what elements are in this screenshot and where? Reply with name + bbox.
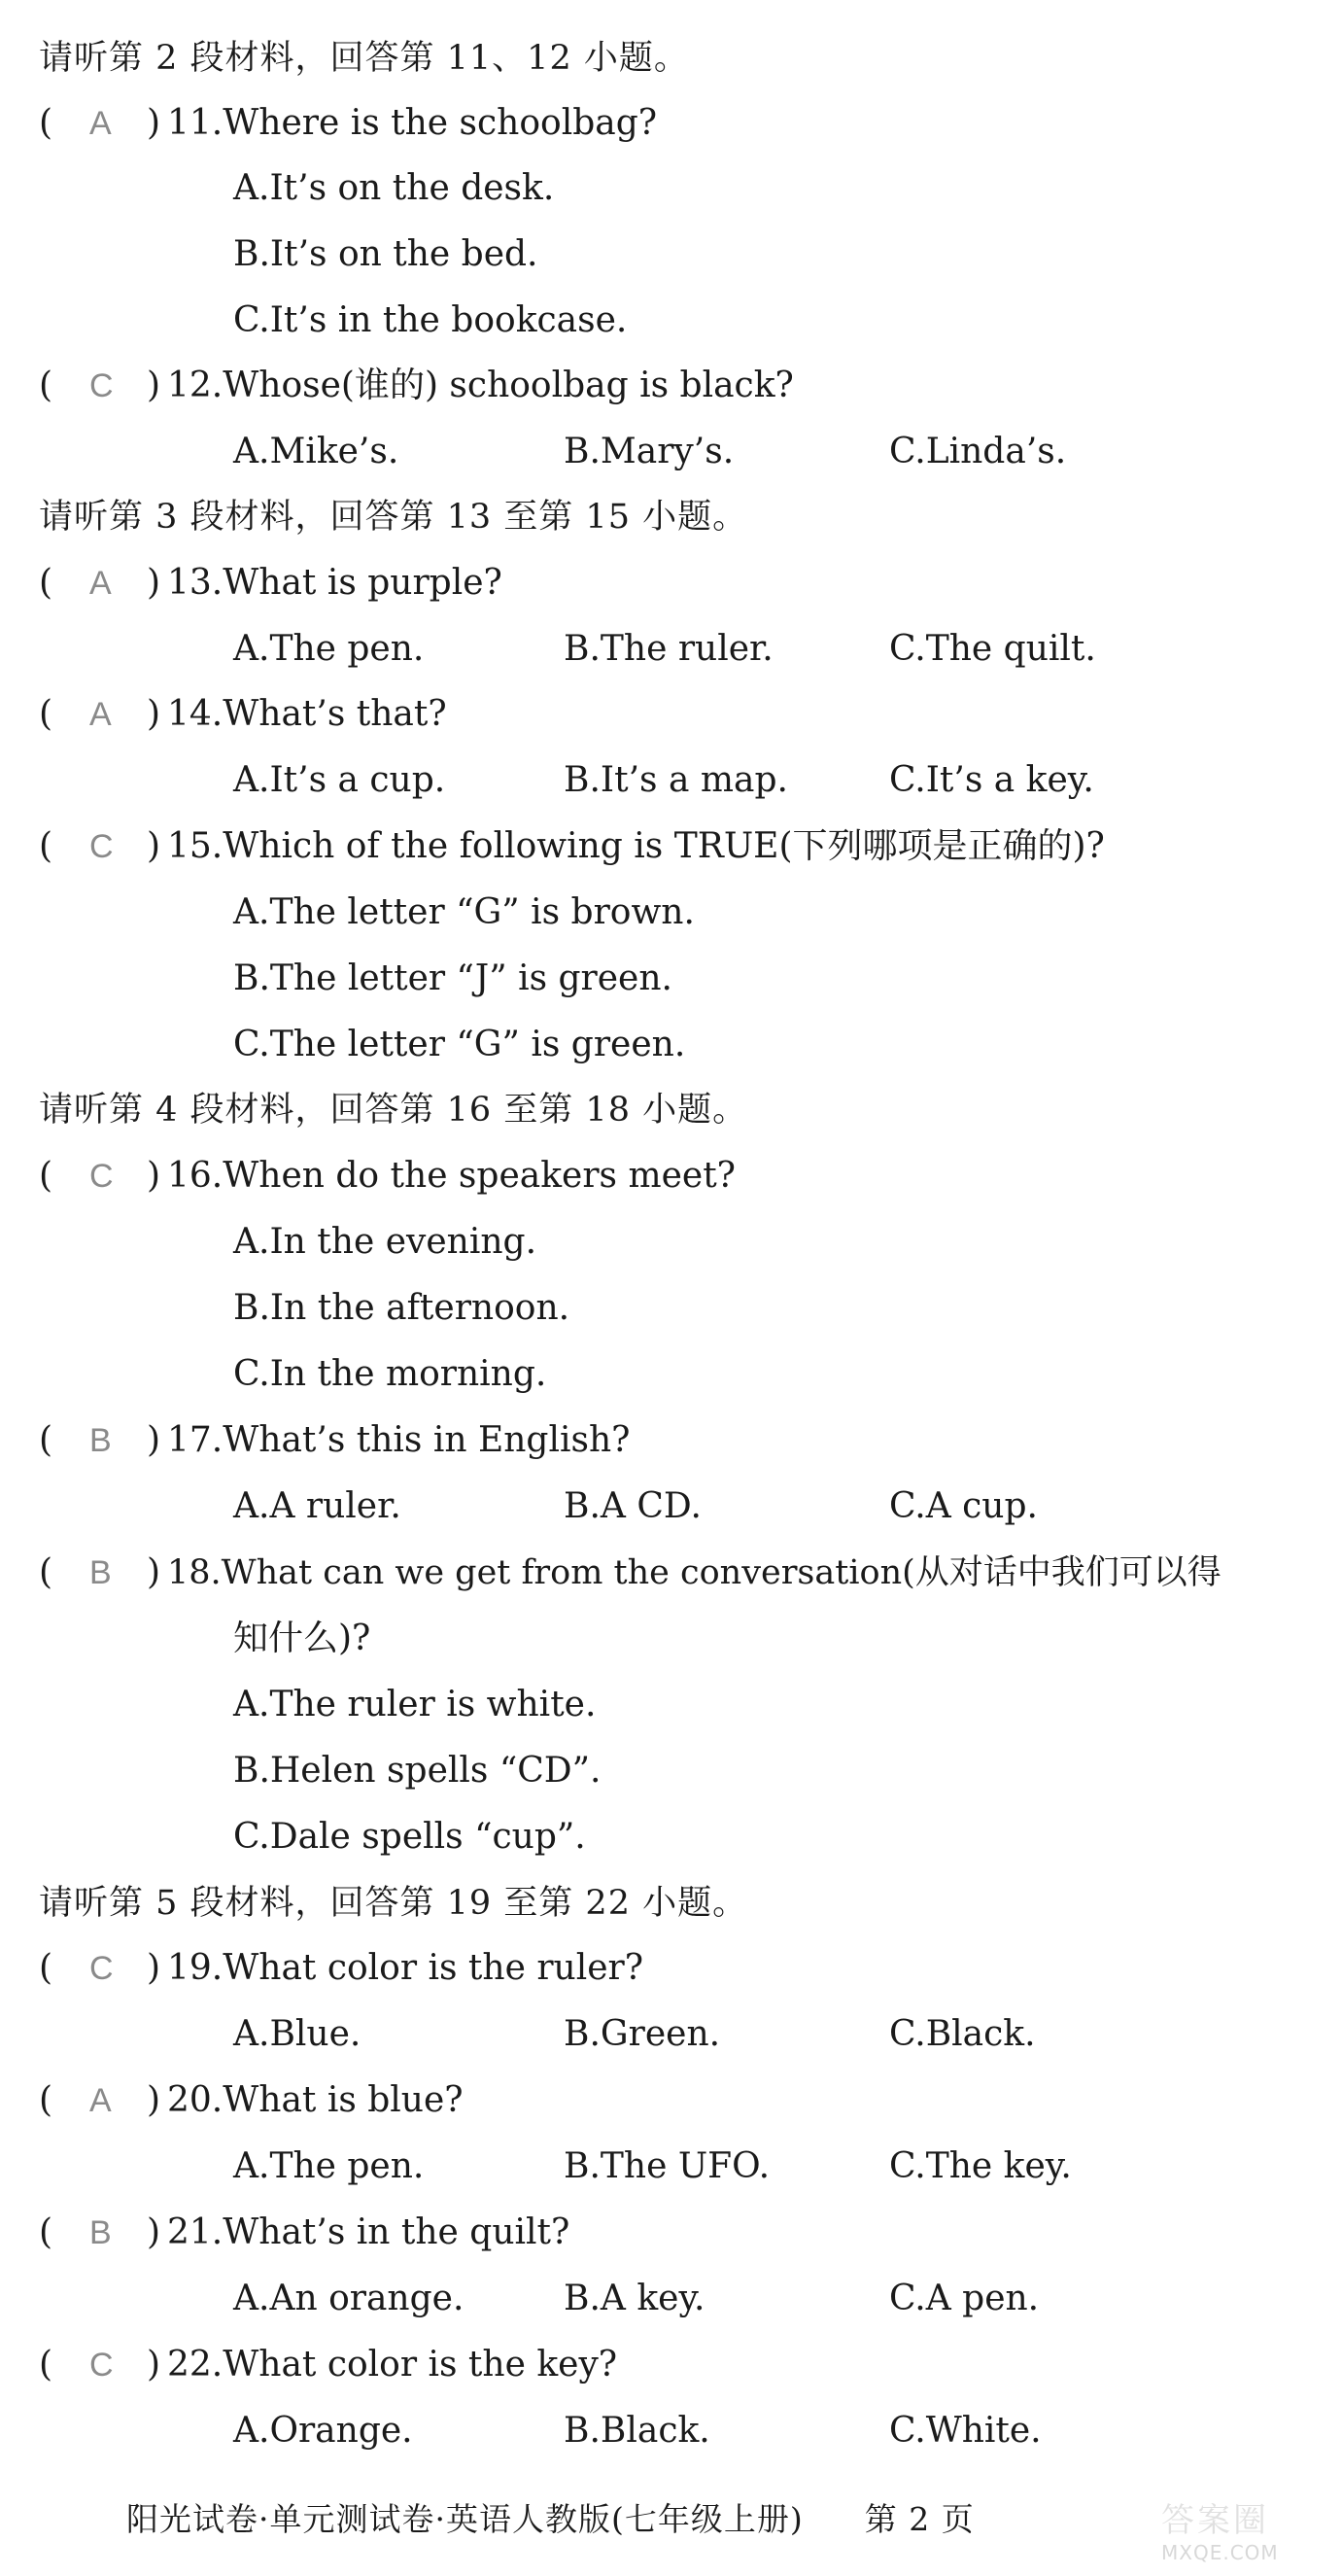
paren-open: (	[39, 2345, 53, 2385]
option-b: B.It’s on the bed.	[233, 234, 538, 274]
question-16	[39, 1155, 1011, 1198]
paren-open: (	[39, 1420, 53, 1460]
question-text: 11.Where is the schoolbag?	[167, 103, 658, 143]
option-c: C.Linda’s.	[889, 432, 1067, 471]
option-b: B.Mary’s.	[564, 432, 735, 471]
option-a: A.It’s on the desk.	[233, 168, 555, 208]
paren-close: )	[147, 2080, 161, 2120]
question-22	[39, 2344, 1011, 2386]
paren-open: (	[39, 366, 53, 405]
option-a: A.The pen.	[233, 2146, 425, 2186]
option-c: C.The key.	[889, 2146, 1072, 2186]
page-footer	[126, 2498, 975, 2541]
option-a: A.Orange.	[233, 2411, 413, 2451]
question-15	[39, 825, 1254, 868]
question-14	[39, 693, 1011, 736]
question-12	[39, 365, 1011, 407]
option-c: C.It’s a key.	[889, 760, 1094, 800]
paren-open: (	[39, 694, 53, 734]
option-b: B.Green.	[564, 2014, 721, 2054]
question-19	[39, 1947, 1011, 1990]
option-a: A.An orange.	[233, 2279, 465, 2318]
answer-mark: C	[89, 828, 114, 865]
page-number: 第 2 页	[864, 2500, 975, 2538]
option-a: A.In the evening.	[233, 1222, 537, 1262]
paren-close: )	[147, 366, 161, 405]
option-c: C.White.	[889, 2411, 1042, 2451]
paren-open: (	[39, 2080, 53, 2120]
question-text: 13.What is purple?	[167, 563, 502, 603]
paren-close: )	[147, 1420, 161, 1460]
answer-mark: A	[89, 696, 112, 733]
option-c: C.A pen.	[889, 2279, 1040, 2318]
question-text: 18.What can we get from the conversation(从对话中我们可以得	[167, 1553, 1222, 1592]
footer-title: 阳光试卷·单元测试卷·英语人教版(七年级上册)	[126, 2500, 804, 2538]
option-c: C.In the morning.	[233, 1354, 547, 1394]
option-a: A.The ruler is white.	[233, 1685, 597, 1724]
answer-mark: A	[89, 565, 112, 602]
answer-mark: C	[89, 1158, 114, 1195]
option-c: C.Dale spells “cup”.	[233, 1817, 586, 1857]
answer-mark: C	[89, 2347, 114, 2384]
option-b: B.The UFO.	[564, 2146, 771, 2186]
watermark-url: MXQE.COM	[1161, 2541, 1279, 2564]
option-b: B.It’s a map.	[564, 760, 788, 800]
option-a: A.Blue.	[233, 2014, 361, 2054]
option-c: C.The quilt.	[889, 629, 1096, 669]
answer-mark: B	[89, 1554, 112, 1591]
paren-open: (	[39, 1948, 53, 1988]
paren-close: )	[147, 694, 161, 734]
paren-close: )	[147, 826, 161, 866]
answer-mark: C	[89, 1950, 114, 1987]
question-11	[39, 102, 1011, 145]
question-text: 20.What is blue?	[167, 2080, 464, 2120]
paren-open: (	[39, 103, 53, 143]
question-text: 22.What color is the key?	[167, 2345, 618, 2385]
section-heading-2: 请听第 2 段材料，回答第 11、12 小题。	[39, 39, 689, 78]
question-text: 19.What color is the ruler?	[167, 1948, 644, 1988]
answer-mark: C	[89, 367, 114, 404]
section-heading-5: 请听第 5 段材料，回答第 19 至第 22 小题。	[39, 1884, 748, 1923]
question-text: 16.When do the speakers meet?	[167, 1156, 736, 1196]
question-20	[39, 2079, 1011, 2122]
paren-open: (	[39, 1552, 53, 1592]
option-c: C.Black.	[889, 2014, 1036, 2054]
answer-mark: B	[89, 2214, 112, 2251]
paren-open: (	[39, 563, 53, 603]
paren-open: (	[39, 2212, 53, 2252]
question-text: 15.Which of the following is TRUE(下列哪项是正确的)?	[167, 826, 1105, 866]
paren-close: )	[147, 1156, 161, 1196]
answer-mark: A	[89, 105, 112, 142]
option-b: B.In the afternoon.	[233, 1288, 570, 1328]
option-a: A.It’s a cup.	[233, 760, 446, 800]
question-text: 12.Whose(谁的) schoolbag is black?	[167, 366, 794, 405]
answer-mark: A	[89, 2082, 112, 2119]
option-b: B.The ruler.	[564, 629, 774, 669]
option-a: A.The letter “G” is brown.	[233, 892, 695, 932]
paren-close: )	[147, 2345, 161, 2385]
paren-close: )	[147, 103, 161, 143]
question-13	[39, 562, 1011, 605]
option-a: A.The pen.	[233, 629, 425, 669]
option-b: B.The letter “J” is green.	[233, 958, 672, 998]
option-c: C.The letter “G” is green.	[233, 1025, 686, 1064]
paren-close: )	[147, 1948, 161, 1988]
question-text: 17.What’s this in English?	[167, 1420, 631, 1460]
paren-close: )	[147, 563, 161, 603]
section-heading-3: 请听第 3 段材料，回答第 13 至第 15 小题。	[39, 498, 748, 537]
option-b: B.A CD.	[564, 1486, 702, 1526]
watermark	[1161, 2493, 1326, 2564]
option-b: B.Black.	[564, 2411, 710, 2451]
paren-close: )	[147, 2212, 161, 2252]
option-b: B.Helen spells “CD”.	[233, 1751, 602, 1791]
question-continuation: 知什么)?	[233, 1619, 371, 1658]
paren-open: (	[39, 1156, 53, 1196]
question-18	[39, 1551, 1331, 1594]
option-a: A.Mike’s.	[233, 432, 399, 471]
paren-close: )	[147, 1552, 161, 1592]
question-21	[39, 2211, 1011, 2254]
paren-open: (	[39, 826, 53, 866]
question-17	[39, 1419, 1011, 1462]
question-text: 21.What’s in the quilt?	[167, 2212, 570, 2252]
option-c: C.It’s in the bookcase.	[233, 300, 628, 340]
option-a: A.A ruler.	[233, 1486, 401, 1526]
option-b: B.A key.	[564, 2279, 705, 2318]
watermark-logo: 答案圈	[1161, 2501, 1269, 2540]
question-text: 14.What’s that?	[167, 694, 447, 734]
option-c: C.A cup.	[889, 1486, 1038, 1526]
answer-mark: B	[89, 1422, 112, 1459]
section-heading-4: 请听第 4 段材料，回答第 16 至第 18 小题。	[39, 1091, 748, 1130]
